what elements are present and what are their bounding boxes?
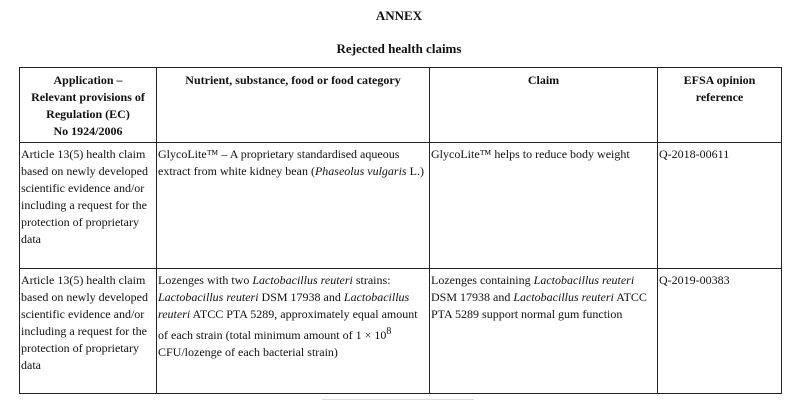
table-header-row [20, 68, 782, 143]
rejected-claims-table [19, 67, 782, 394]
header-nutrient: Nutrient, substance, food or food category [157, 68, 430, 143]
cell-claim: GlycoLite™ helps to reduce body weight [430, 143, 658, 269]
cell-application: Article 13(5) health claim based on newly developed scientific evidence and/or including a request for the protection of proprietary data [20, 143, 157, 269]
table-row [20, 269, 782, 394]
cell-efsa-reference: Q-2018-00611 [658, 143, 782, 269]
cell-efsa-reference: Q-2019-00383 [658, 269, 782, 394]
document-subtitle: Rejected health claims [336, 41, 462, 56]
cell-application: Article 13(5) health claim based on newly developed scientific evidence and/or including a request for the protection of proprietary data [20, 269, 157, 394]
cell-nutrient: GlycoLite™ – A proprietary standardised aqueous extract from white kidney bean (Phaseolus vulgaris L.) [157, 143, 430, 269]
header-claim: Claim [430, 68, 658, 143]
cell-claim: Lozenges containing Lactobacillus reuteri DSM 17938 and Lactobacillus reuteri ATCC PTA 5289 support normal gum function [430, 269, 658, 394]
annex-title: ANNEX [375, 8, 423, 23]
table-row [20, 143, 782, 269]
page-bottom-divider [322, 399, 474, 400]
cell-nutrient: Lozenges with two Lactobacillus reuteri strains: Lactobacillus reuteri DSM 17938 and Lactobacillus reuteri ATCC PTA 5289, approximately equal amount of each strain (total minimum amount of $1 \times 10^8$ CFU/lozenge of each bacterial strain) [157, 269, 430, 394]
header-application: Application – Relevant provisions of Regulation (EC) No 1924/2006 [20, 68, 157, 143]
header-efsa-reference: EFSA opinion reference [658, 68, 782, 143]
